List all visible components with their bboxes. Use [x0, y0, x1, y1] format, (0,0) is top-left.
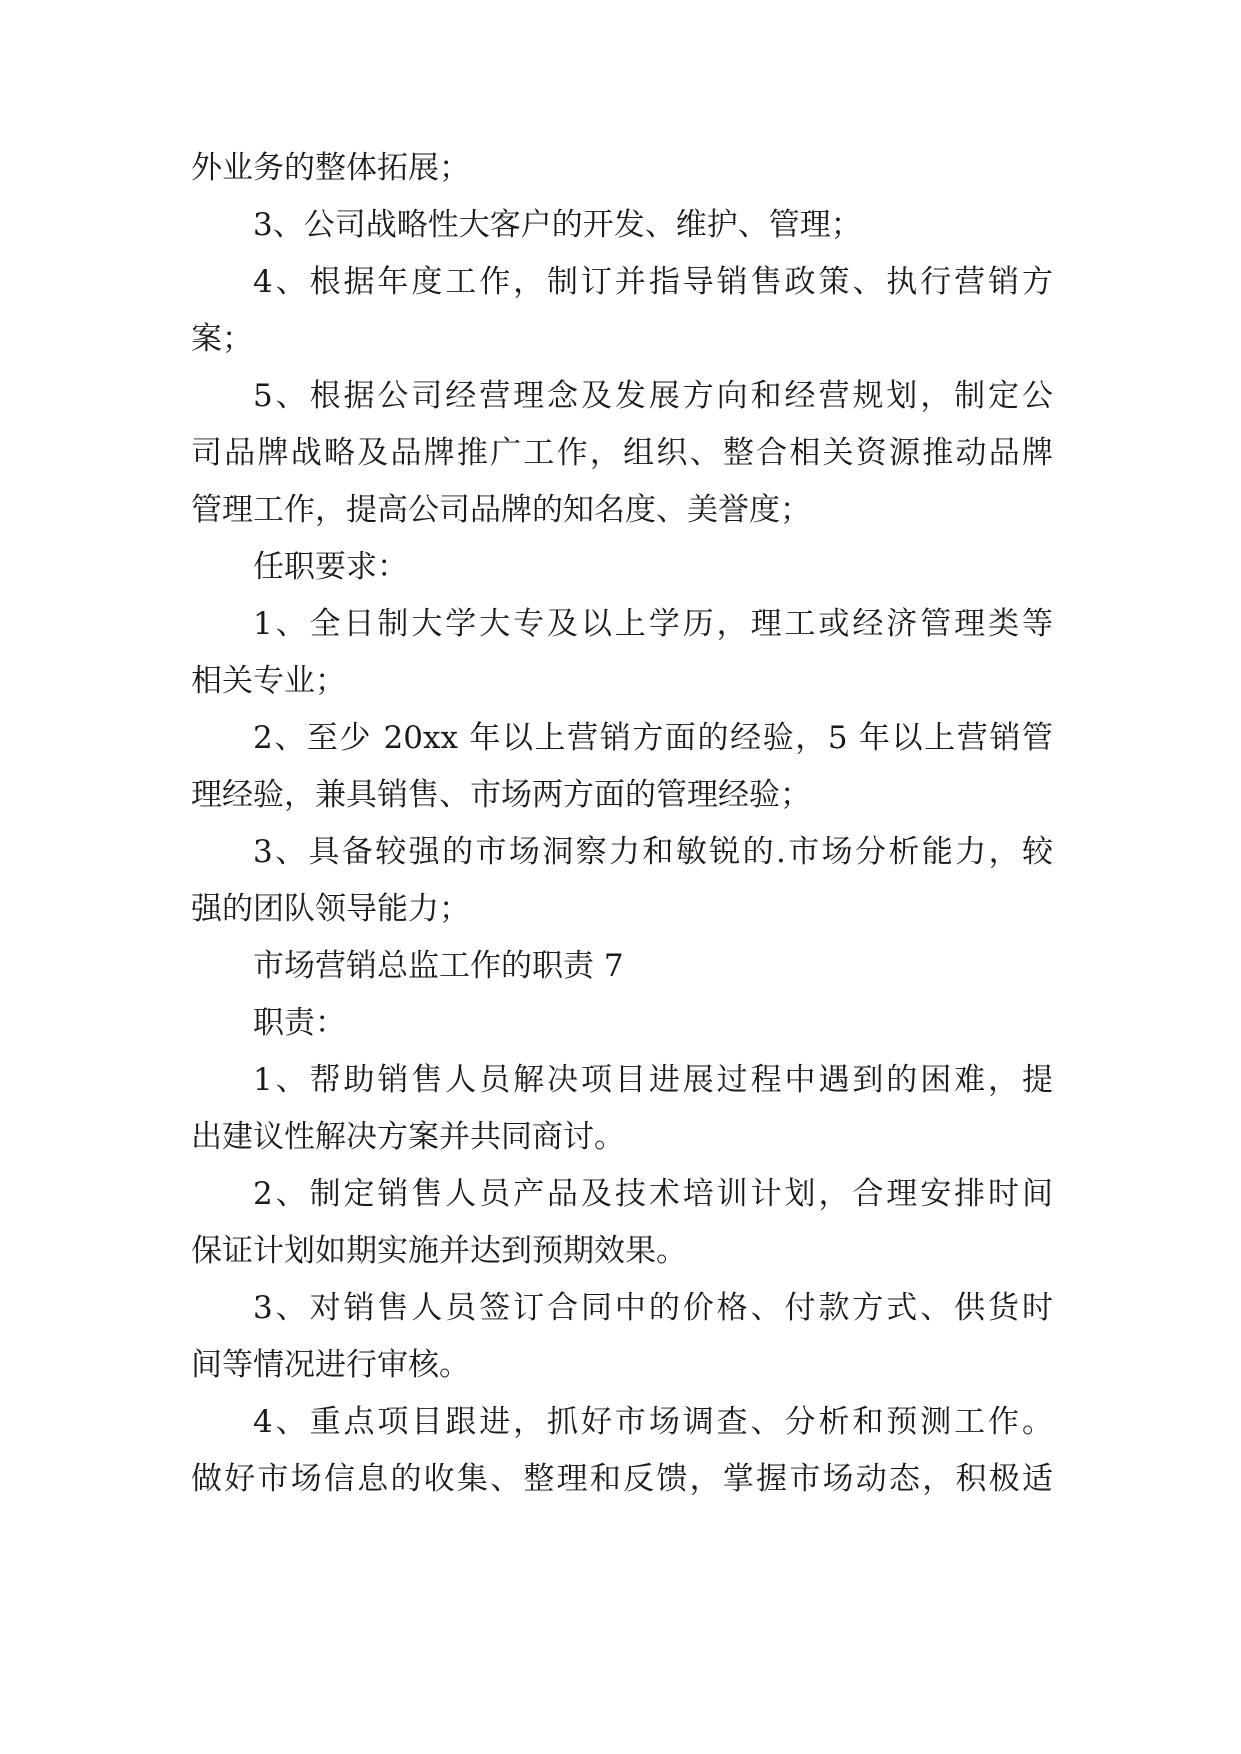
- section-heading: 任职要求：: [253, 549, 408, 585]
- text-line: 1、帮助销售人员解决项目进展过程中遇到的困难，提: [253, 1062, 1053, 1098]
- text-line: 相关专业；: [191, 663, 346, 699]
- text-line: 外业务的整体拓展；: [191, 150, 470, 186]
- text-line: 4、重点项目跟进，抓好市场调查、分析和预测工作。: [253, 1404, 1053, 1440]
- section-heading: 职责：: [253, 1005, 346, 1041]
- text-line: 理经验，兼具销售、市场两方面的管理经验；: [191, 777, 811, 813]
- text-line: 3、公司战略性大客户的开发、维护、管理；: [253, 207, 862, 243]
- text-line: 5、根据公司经营理念及发展方向和经营规划，制定公: [253, 378, 1053, 414]
- text-line: 案；: [191, 321, 253, 357]
- text-line: 2、制定销售人员产品及技术培训计划，合理安排时间: [253, 1176, 1053, 1212]
- text-line: 做好市场信息的收集、整理和反馈，掌握市场动态，积极适: [191, 1461, 1053, 1497]
- text-line: 出建议性解决方案并共同商讨。: [191, 1119, 625, 1155]
- text-line: 2、至少 20xx 年以上营销方面的经验，5 年以上营销管: [253, 720, 1053, 756]
- text-line: 间等情况进行审核。: [191, 1347, 470, 1383]
- text-line: 3、具备较强的市场洞察力和敏锐的.市场分析能力，较: [253, 834, 1053, 870]
- text-line: 1、全日制大学大专及以上学历，理工或经济管理类等: [253, 606, 1053, 642]
- text-line: 3、对销售人员签订合同中的价格、付款方式、供货时: [253, 1290, 1053, 1326]
- section-title: 市场营销总监工作的职责 7: [253, 948, 624, 984]
- text-line: 保证计划如期实施并达到预期效果。: [191, 1233, 687, 1269]
- text-line: 司品牌战略及品牌推广工作，组织、整合相关资源推动品牌: [191, 435, 1053, 471]
- text-line: 管理工作，提高公司品牌的知名度、美誉度；: [191, 492, 811, 528]
- text-line: 4、根据年度工作，制订并指导销售政策、执行营销方: [253, 264, 1053, 300]
- text-line: 强的团队领导能力；: [191, 891, 470, 927]
